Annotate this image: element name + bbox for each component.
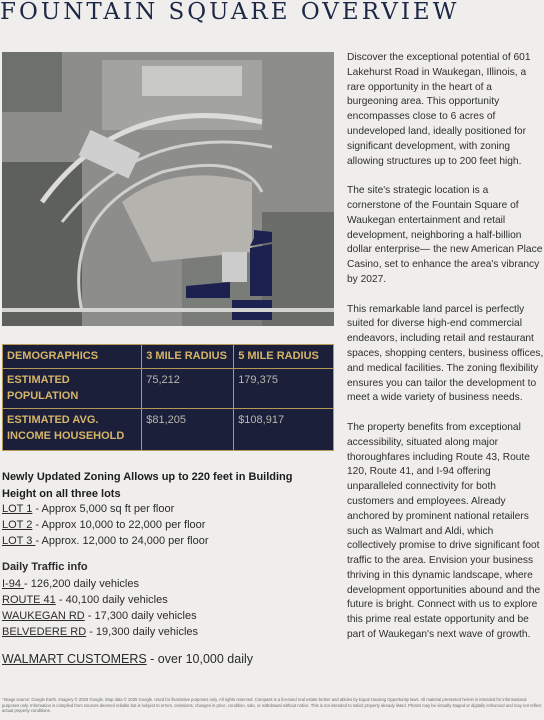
- cell-value: $81,205: [142, 409, 234, 451]
- aerial-site-map: [2, 52, 334, 326]
- lot-name: LOT 1: [2, 503, 33, 515]
- cell-value: 179,375: [234, 369, 334, 409]
- traffic-item: [2, 592, 332, 608]
- lot-name: LOT 3: [2, 535, 36, 547]
- lot-text: - Approx. 12,000 to 24,000 per floor: [35, 535, 209, 547]
- road-count: - 126,200 daily vehicles: [24, 578, 139, 590]
- walmart-count: - over 10,000 daily: [146, 652, 254, 666]
- table-header: DEMOGRAPHICS: [3, 345, 142, 369]
- road-name: ROUTE 41: [2, 594, 56, 606]
- walmart-label: WALMART CUSTOMERS: [2, 652, 147, 666]
- page-title: FOUNTAIN SQUARE OVERVIEW: [0, 0, 460, 25]
- road-count: - 19,300 daily vehicles: [86, 626, 199, 638]
- zoning-heading: Newly Updated Zoning Allows up to 220 feet in Building Height on all three lots: [2, 471, 293, 500]
- lot-item: [2, 501, 332, 517]
- table-header: 3 MILE RADIUS: [142, 345, 234, 369]
- disclaimer: *Image source: Google Earth. Imagery © 2025 Google, Map data © 2025 Google. Used for illustrative purposes only. All rights reserved. Compass is a licensed real estate broker and abides by Equal Housing Opportunity laws. All material presented herein is intended for informational purposes only. Information is compiled from sources deemed reliable but is subject to errors, omissions, changes in price, condition, sale, or withdrawal without notice. This is not intended to solicit property already listed. Photos may be virtually staged or digitally enhanced and may not reflect actual property conditions.: [2, 697, 542, 714]
- road-name: BELVEDERE RD: [2, 626, 87, 638]
- traffic-item: [2, 576, 332, 592]
- body-paragraph: The property benefits from exceptional accessibility, situated along major thoroughfares including Route 43, Route 120, Route 41, and I-94 offering unparalleled connectivity for both customers and employees. Already anchored by prominent national retailers such as Walmart and Aldi, which collectively promise to drive significant foot traffic to the area. Envision your business thriving in this dynamic landscape, where development opportunities abound and the future is bright. Connect with us to explore this prime real estate opportunity and be part of Waukegan's next wave of growth.: [347, 421, 541, 641]
- cell-value: 75,212: [142, 369, 234, 409]
- road-count: - 17,300 daily vehicles: [84, 610, 197, 622]
- lot-item: [2, 517, 332, 533]
- demographics-table: [2, 344, 334, 451]
- body-paragraph: Discover the exceptional potential of 601 Lakehurst Road in Waukegan, Illinois, a rare opportunity in the heart of a burgeoning area. This opportunity encompasses close to 6 acres of undeveloped land, ideally positioned for significant development, with zoning allowing structures up to 200 feet high.: [347, 52, 531, 167]
- walmart-customers: [2, 650, 332, 668]
- body-paragraph: The site's strategic location is a cornerstone of the Fountain Square of Waukegan entertainment and retail development, neighboring a half-billion dollar enterprise— the new American Place Casino, set to enhance the area's vibrancy by 2027.: [347, 185, 543, 285]
- parcel-lot-2: [250, 244, 272, 296]
- table-row: [3, 369, 334, 409]
- table-header: 5 MILE RADIUS: [234, 345, 334, 369]
- body-paragraph: This remarkable land parcel is perfectly suited for diverse high-end commercial endeavors, including retail and restaurant spaces, shopping centers, business offices, and medical facilities. The zoning flexibility ensures you can tailor the development to meet a wide variety of business needs.: [347, 303, 544, 404]
- row-label: ESTIMATED POPULATION: [3, 369, 142, 409]
- lot-name: LOT 2: [2, 519, 33, 531]
- road-name: I-94: [2, 578, 25, 590]
- road-name: WAUKEGAN RD: [2, 610, 85, 622]
- traffic-item: [2, 608, 332, 624]
- road-count: - 40,100 daily vehicles: [55, 594, 168, 606]
- traffic-item: [2, 624, 332, 640]
- traffic-heading: Daily Traffic info: [2, 561, 88, 573]
- table-row: [3, 409, 334, 451]
- lot-text: - Approx 10,000 to 22,000 per floor: [32, 519, 206, 531]
- row-label: ESTIMATED AVG. INCOME HOUSEHOLD: [3, 409, 142, 451]
- cell-value: $108,917: [234, 409, 334, 451]
- lot-text: - Approx 5,000 sq ft per floor: [32, 503, 175, 515]
- lot-item: [2, 533, 332, 549]
- description-column: [347, 51, 544, 658]
- aerial-photo-graphic: [2, 52, 334, 326]
